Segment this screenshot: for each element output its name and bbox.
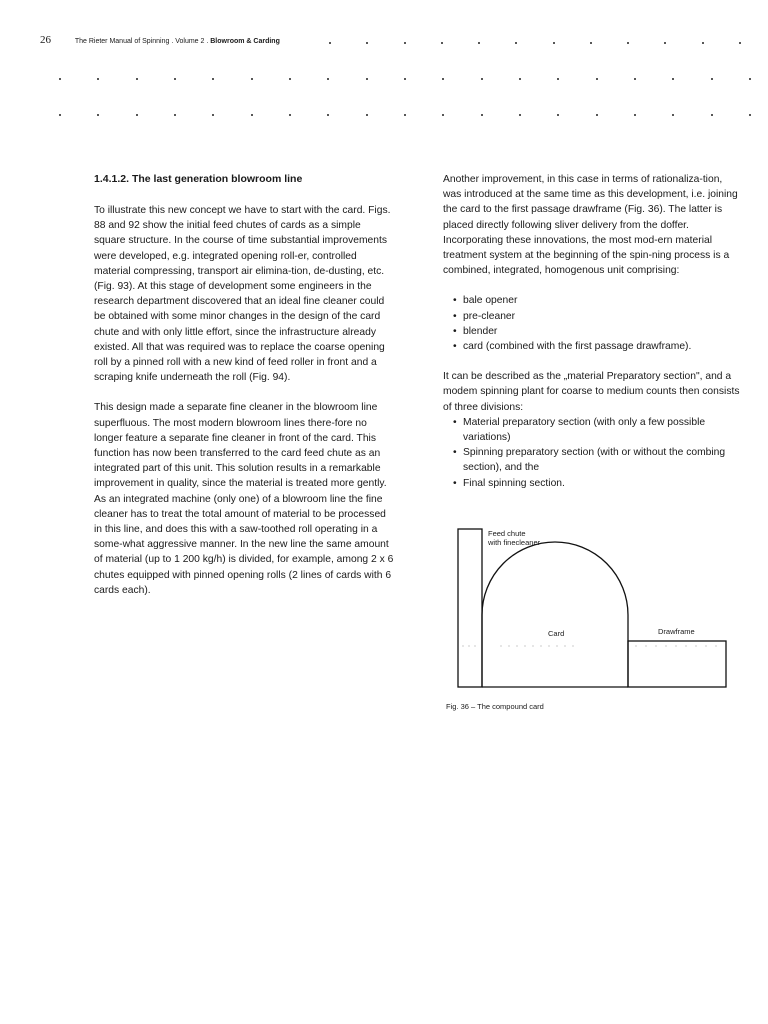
- list-item: • blender: [453, 324, 743, 339]
- decorative-dot: [289, 114, 291, 116]
- decorative-dot-row: [330, 42, 740, 48]
- decorative-dot: [366, 114, 368, 116]
- decorative-dot: [404, 114, 406, 116]
- paragraph: This design made a separate fine cleaner in the blowroom line superfluous. The most modern blowroom lines there-fore no longer feature a separate fine cleaner in front of the card. This function has now been transferred to the card feed chute as an integrated part of this unit. This solution results in a remarkable improvement in quality, since the material is treated more gently. As an integrated machine (only one) of a blowroom line the fine cleaner has to treat the total amount of material to be processed in this line, and does this with a saw-toothed roll operating in a some-what aggressive manner. In the new line the same amount of material (up to 1 200 kg/h) is divided, for example, among 2 x 6 chutes equipped with pinned opening rolls (2 lines of cards with 6 cards each).: [94, 402, 394, 596]
- division-list: [443, 415, 743, 491]
- decorative-dot: [174, 78, 176, 80]
- decorative-dot: [481, 114, 483, 116]
- decorative-dot: [136, 114, 138, 116]
- decorative-dot: [329, 42, 331, 44]
- decorative-dot: [404, 78, 406, 80]
- decorative-dot: [442, 78, 444, 80]
- feed-chute-label: Feed chute with finecleaner: [488, 529, 541, 547]
- figure-caption: Fig. 36 – The compound card: [446, 702, 544, 711]
- decorative-dot: [519, 114, 521, 116]
- decorative-dot: [749, 78, 751, 80]
- right-column: [443, 172, 743, 506]
- list-item: • Material preparatory section (with only a few possible variations): [453, 415, 743, 445]
- decorative-dot: [519, 78, 521, 80]
- decorative-dot: [366, 78, 368, 80]
- drawframe-label: Drawframe: [658, 627, 695, 636]
- drawframe-shape: [628, 641, 726, 687]
- decorative-dot: [212, 114, 214, 116]
- decorative-dot: [557, 114, 559, 116]
- decorative-dot: [557, 78, 559, 80]
- decorative-dot: [478, 42, 480, 44]
- decorative-dot: [739, 42, 741, 44]
- list-item: • pre-cleaner: [453, 309, 743, 324]
- decorative-dot-row: [60, 114, 750, 120]
- compound-card-diagram: [440, 520, 740, 700]
- component-list: [443, 293, 743, 354]
- decorative-dot: [672, 78, 674, 80]
- decorative-dot: [627, 42, 629, 44]
- decorative-dot: [327, 78, 329, 80]
- decorative-dot: [702, 42, 704, 44]
- decorative-dot: [289, 78, 291, 80]
- decorative-dot: [634, 78, 636, 80]
- decorative-dot: [59, 114, 61, 116]
- decorative-dot: [634, 114, 636, 116]
- decorative-dot: [515, 42, 517, 44]
- decorative-dot: [596, 114, 598, 116]
- page-number: 26: [40, 34, 51, 46]
- decorative-dot: [212, 78, 214, 80]
- decorative-dot: [97, 78, 99, 80]
- decorative-dot: [327, 114, 329, 116]
- list-item: • bale opener: [453, 293, 743, 308]
- decorative-dot-row: [60, 78, 750, 84]
- decorative-dot: [596, 78, 598, 80]
- decorative-dot: [251, 114, 253, 116]
- feed-chute-shape: [458, 529, 482, 687]
- decorative-dot: [441, 42, 443, 44]
- decorative-dot: [366, 42, 368, 44]
- running-header: [40, 34, 280, 46]
- decorative-dot: [672, 114, 674, 116]
- decorative-dot: [711, 78, 713, 80]
- running-title: The Rieter Manual of Spinning . Volume 2 .: [74, 38, 209, 45]
- decorative-dot: [174, 114, 176, 116]
- decorative-dot: [136, 78, 138, 80]
- card-shape: [482, 542, 628, 687]
- decorative-dot: [590, 42, 592, 44]
- decorative-dot: [251, 78, 253, 80]
- running-title-bold: Blowroom & Carding: [210, 38, 280, 45]
- decorative-dot: [442, 114, 444, 116]
- decorative-dot: [749, 114, 751, 116]
- decorative-dot: [664, 42, 666, 44]
- decorative-dot: [59, 78, 61, 80]
- paragraph: To illustrate this new concept we have to start with the card. Figs. 88 and 92 show the initial feed chutes of cards as a simple square structure. In the course of time substantial improvements were developed, e.g. integrated opening roll-er, controlled material compressing, transport air elimina-tion, de-dusting, etc. (Fig. 93). At this stage of development some engineers in the research department discovered that an ideal fine cleaner could be obtained with some minor changes in the design of the card chute and with only little effort, since the infrastructure already existed. All that was required was to replace the coarse opening roll by a pinned roll with a new kind of feed roller in front and a scraping knife underneath the roll (Fig. 94).: [94, 205, 391, 384]
- decorative-dot: [97, 114, 99, 116]
- paragraph: It can be described as the „material Preparatory section", and a modem spinning plant for coarse to medium counts then consists of three divisions:: [443, 371, 740, 413]
- list-item: • Final spinning section.: [453, 476, 743, 491]
- section-heading: 1.4.1.2. The last generation blowroom line: [94, 173, 303, 185]
- compound-card-figure: [440, 520, 740, 700]
- paragraph: Another improvement, in this case in terms of rationaliza-tion, was introduced at the same time as this development, i.e. joining the card to the first passage drawframe (Fig. 36). The latter is placed directly following sliver delivery from the doffer. Incorporating these innovations, the most mod-ern material treatment system at the beginning of the spin-ning process is a combined, integrated, homogenous unit comprising:: [443, 174, 738, 277]
- decorative-dot: [481, 78, 483, 80]
- card-label: Card: [548, 629, 565, 638]
- decorative-dot: [711, 114, 713, 116]
- decorative-dot: [404, 42, 406, 44]
- list-item: • card (combined with the first passage drawframe).: [453, 339, 743, 354]
- list-item: • Spinning preparatory section (with or without the combing section), and the: [453, 445, 743, 475]
- decorative-dot: [553, 42, 555, 44]
- left-column: [94, 172, 394, 613]
